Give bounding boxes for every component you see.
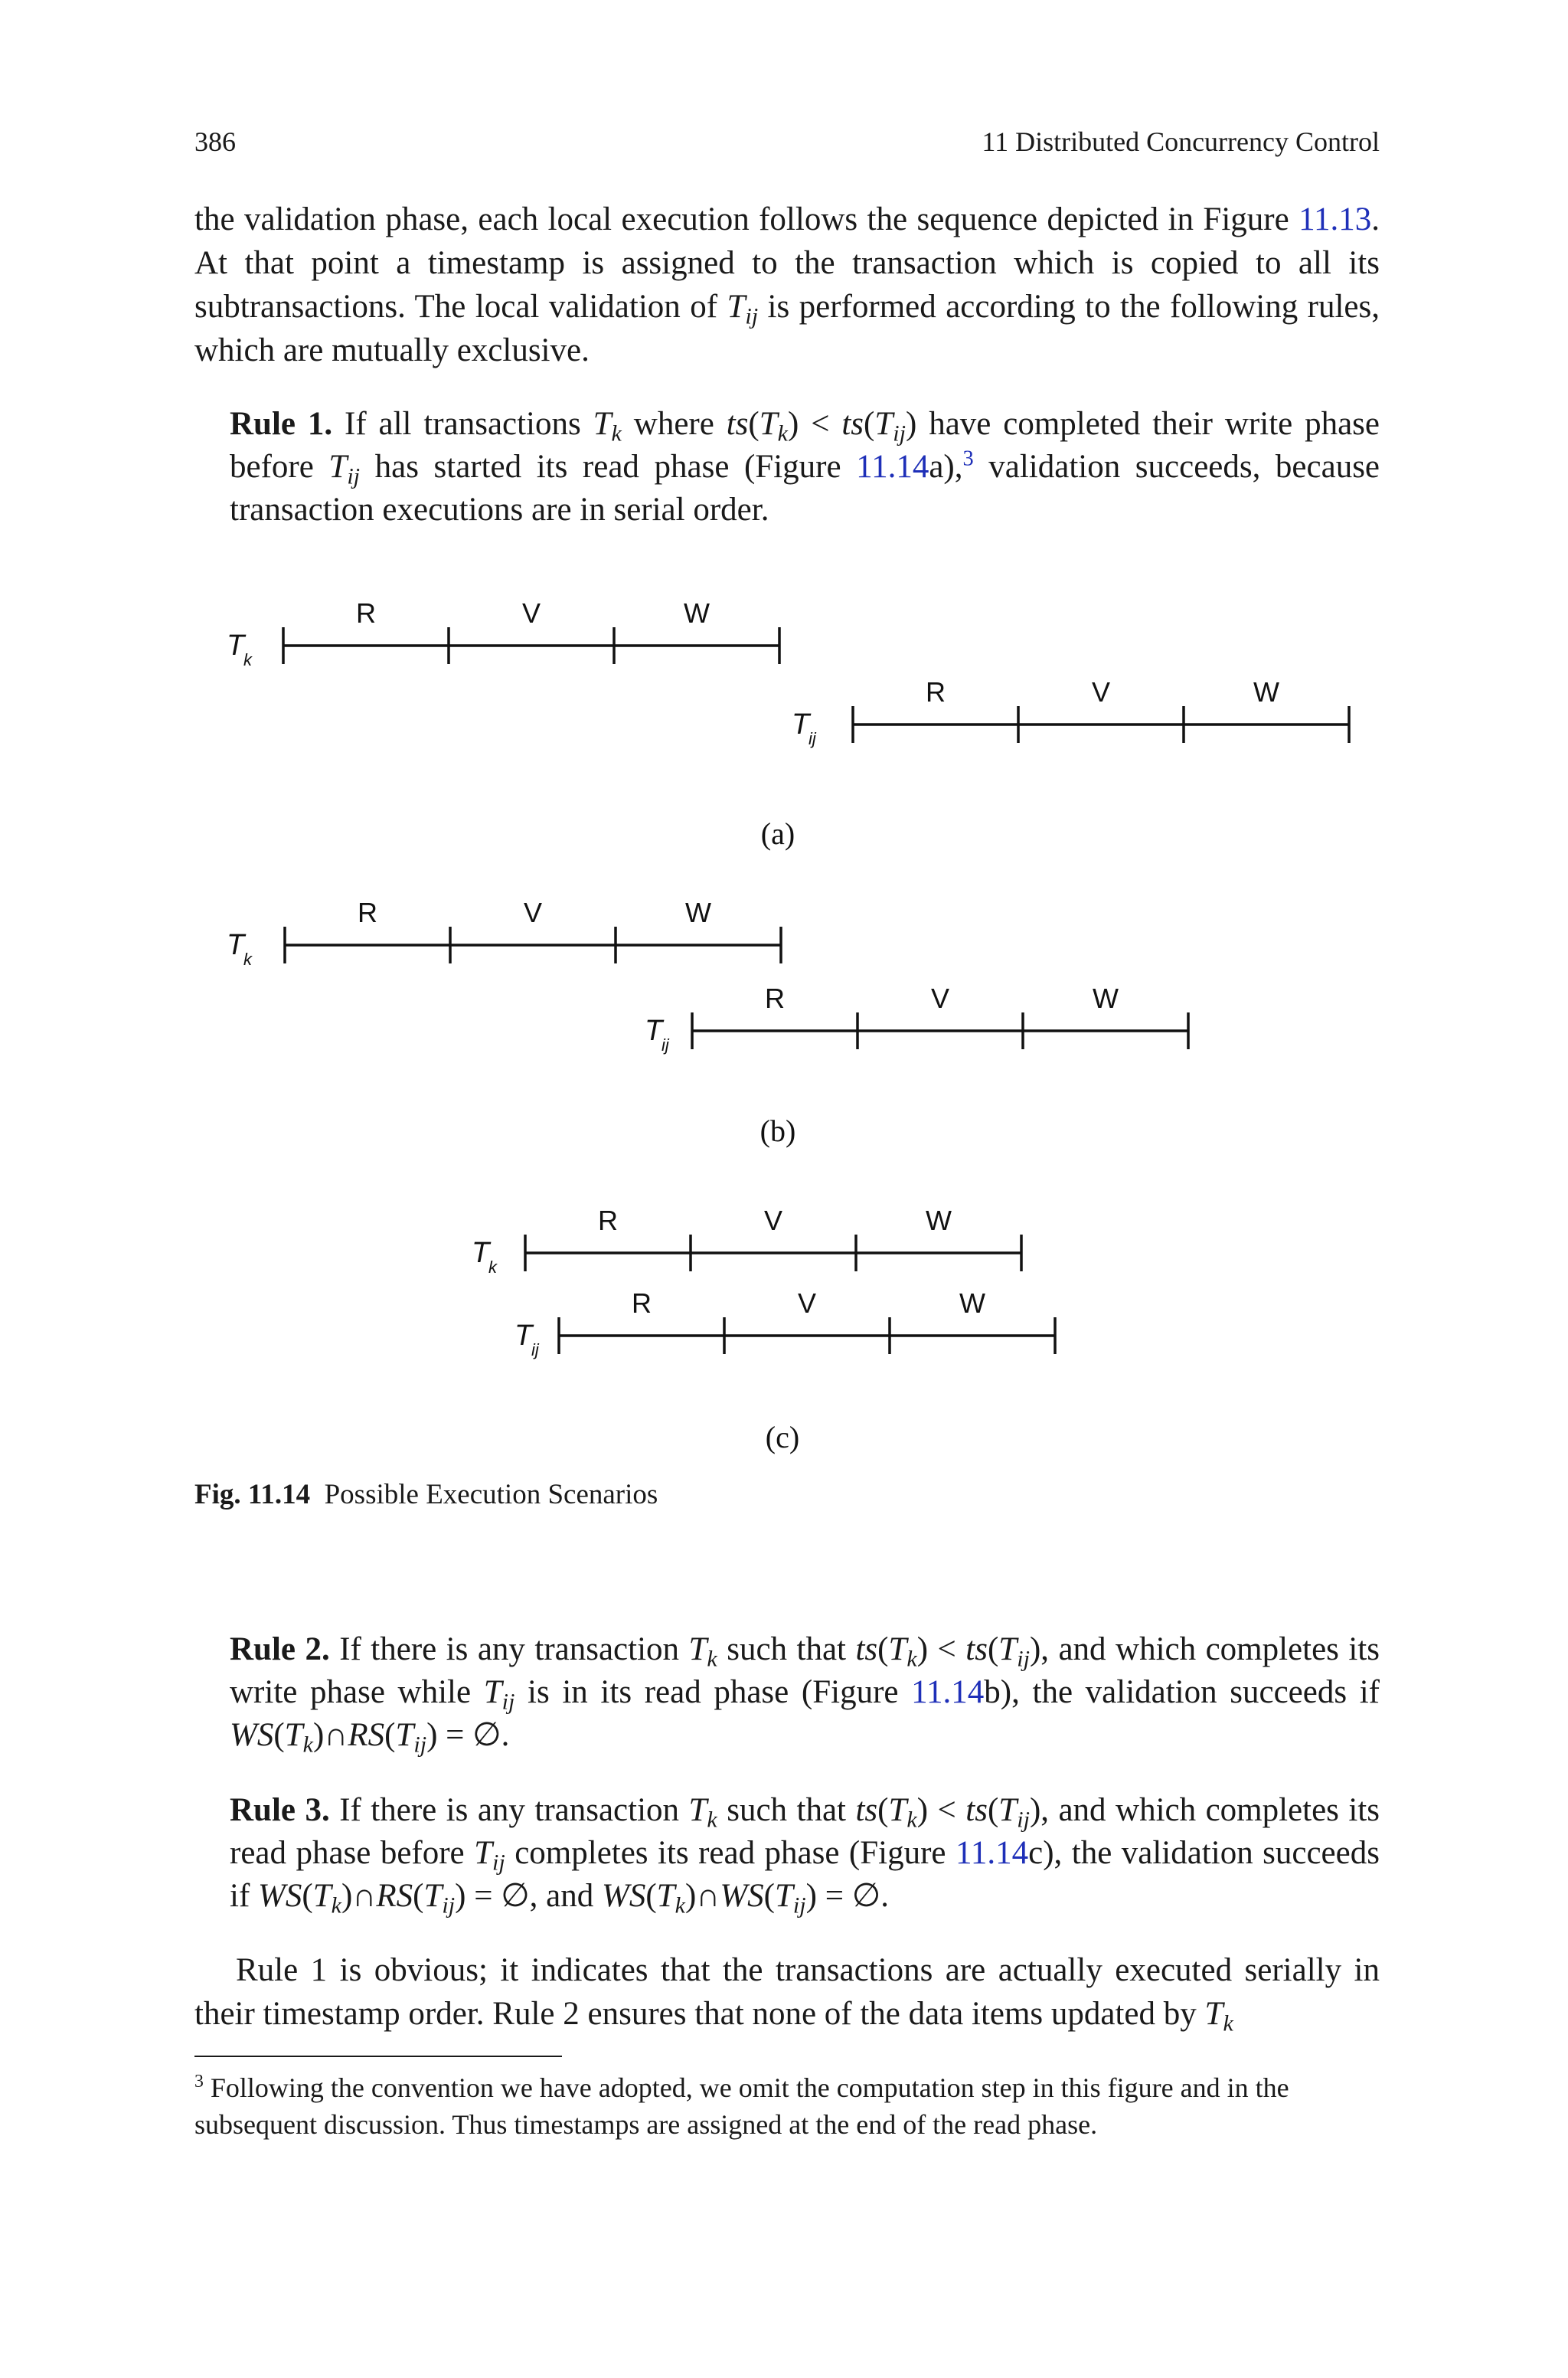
- transaction-label-tk: T: [227, 929, 245, 961]
- caption-label: Fig. 11.14: [194, 1479, 311, 1510]
- figure-caption: [194, 1478, 658, 1511]
- figure-link[interactable]: 11.13: [1298, 201, 1372, 237]
- phase-label-r: R: [598, 1205, 618, 1236]
- phase-label-r: R: [358, 897, 377, 928]
- rule-label: Rule 2.: [230, 1631, 330, 1667]
- transaction-label-tk-subscript: k: [488, 1258, 497, 1277]
- phase-label-w: W: [926, 1205, 952, 1236]
- rule-2: Rule 2. If there is any transaction $T_k$ such that $ts(T_k) < ts(T_{ij})$, and which completes its write phase while $T_{ij}$ is in its read phase (Figure 11.14b), the validation succeeds if $WS(T_k)\cap RS(T_{ij})$ = ∅.: [230, 1631, 1380, 1758]
- transaction-label-tk: T: [227, 630, 245, 662]
- phase-label-w: W: [1093, 983, 1119, 1014]
- phase-label-w: W: [685, 897, 711, 928]
- transaction-label-tk-subscript: k: [243, 650, 252, 669]
- footnote-separator: [194, 2056, 562, 2057]
- subfigure-label-c: (c): [765, 1420, 800, 1454]
- phase-label-r: R: [632, 1287, 652, 1319]
- execution-scenarios-figure: [0, 551, 1568, 1463]
- phase-label-v: V: [763, 1205, 783, 1236]
- transaction-label-tij-subscript: ij: [808, 729, 816, 748]
- page-number: 386: [194, 126, 236, 157]
- rule-1: Rule 1. If all transactions $T_k$ where $ts(T_k) < ts(T_{ij})$ have completed their write phase before $T_{ij}$ has started its read phase (Figure 11.14a),$^3$ validation succeeds, because transaction executions are in serial order.: [230, 406, 1380, 528]
- transaction-label-tij-subscript: ij: [662, 1035, 669, 1055]
- phase-label-r: R: [926, 676, 946, 708]
- transaction-label-tij: T: [645, 1015, 663, 1047]
- footnote: [194, 2069, 1380, 2143]
- transaction-label-tk: T: [472, 1237, 490, 1269]
- rule-label: Rule 3.: [230, 1792, 330, 1828]
- subfigure-label-a: (a): [760, 816, 795, 851]
- phase-label-v: V: [1091, 676, 1111, 708]
- phase-label-v: V: [521, 597, 541, 629]
- phase-label-r: R: [356, 597, 376, 629]
- footnote-link[interactable]: 3: [962, 446, 974, 471]
- phase-label-r: R: [765, 983, 785, 1014]
- phase-label-w: W: [1253, 676, 1279, 708]
- footnote-text: Following the convention we have adopted, we omit the computation step in this figure and in the subsequent discussion. Thus timestamps are assigned at the end of the read phase.: [194, 2072, 1289, 2140]
- phase-label-v: V: [930, 983, 950, 1014]
- rule-3: Rule 3. If there is any transaction $T_k$ such that $ts(T_k) < ts(T_{ij})$, and which completes its read phase before $T_{ij}$ completes its read phase (Figure 11.14c), the validation succeeds if $WS(T_k)\cap RS(T_{ij})$ = ∅, and $WS(T_k)\cap WS(T_{ij})$ = ∅.: [230, 1792, 1380, 1918]
- phase-label-v: V: [523, 897, 543, 928]
- phase-label-w: W: [684, 597, 710, 629]
- rule-label: Rule 1.: [230, 406, 333, 442]
- phase-label-v: V: [797, 1287, 817, 1319]
- figure-link[interactable]: 11.14: [911, 1674, 985, 1710]
- running-header: 11 Distributed Concurrency Control: [982, 126, 1380, 157]
- phase-label-w: W: [959, 1287, 985, 1319]
- transaction-label-tij-subscript: ij: [531, 1340, 539, 1359]
- caption-text: Possible Execution Scenarios: [324, 1479, 658, 1510]
- figure-link[interactable]: 11.14: [955, 1835, 1029, 1871]
- footnote-mark: 3: [194, 2071, 204, 2092]
- transaction-label-tij: T: [514, 1320, 533, 1352]
- transaction-label-tk-subscript: k: [243, 950, 252, 969]
- subfigure-label-b: (b): [760, 1114, 796, 1148]
- closing-paragraph: Rule 1 is obvious; it indicates that the transactions are actually executed serially in their timestamp order. Rule 2 ensures that none of the data items updated by $T_k$: [194, 1952, 1380, 2036]
- transaction-label-tij: T: [792, 708, 810, 741]
- intro-paragraph: the validation phase, each local execution follows the sequence depicted in Figure 11.13. At that point a timestamp is assigned to the transaction which is copied to all its subtransactions. The local validation of $T_{ij}$ is performed according to the following rules, which are mutually exclusive.: [194, 201, 1380, 368]
- figure-link[interactable]: 11.14: [856, 449, 929, 485]
